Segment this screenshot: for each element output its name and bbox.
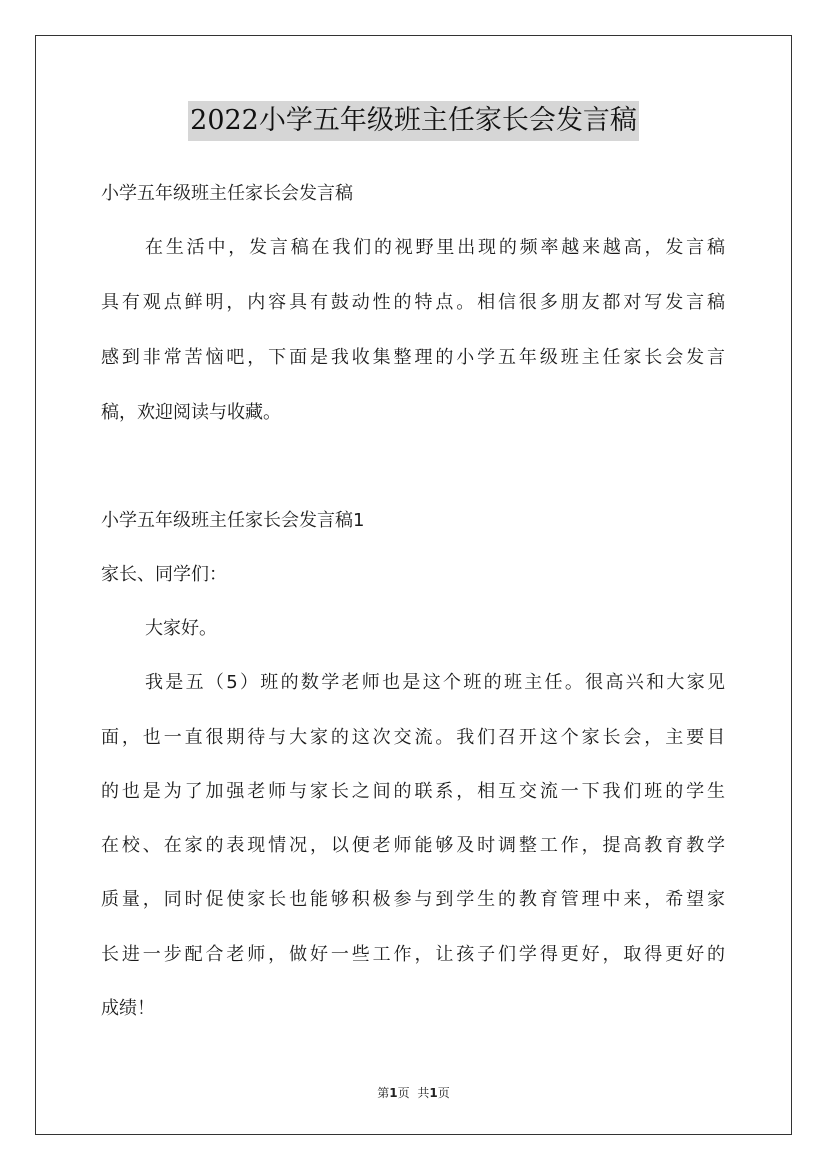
body-line: 长进一步配合老师，做好一些工作，让孩子们学得更好，取得更好的 <box>101 944 725 965</box>
document-subtitle: 小学五年级班主任家长会发言稿 <box>101 183 353 204</box>
body-line: 在校、在家的表现情况，以便老师能够及时调整工作，提高教育教学 <box>101 835 725 856</box>
body-line: 的也是为了加强老师与家长之间的联系，相互交流一下我们班的学生 <box>101 781 725 802</box>
body-line: 我是五（5）班的数学老师也是这个班的班主任。很高兴和大家见 <box>145 672 725 693</box>
intro-line: 感到非常苦恼吧，下面是我收集整理的小学五年级班主任家长会发言 <box>101 347 725 368</box>
footer-total-prefix: 共 <box>417 1086 430 1100</box>
footer-page-suffix: 页 <box>397 1086 410 1100</box>
body-line: 面，也一直很期待与大家的这次交流。我们召开这个家长会，主要目 <box>101 727 725 748</box>
page-footer <box>0 1085 827 1101</box>
footer-total-number: 1 <box>429 1086 438 1100</box>
section-heading: 小学五年级班主任家长会发言稿1 <box>101 510 365 531</box>
body-line: 质量，同时促使家长也能够积极参与到学生的教育管理中来，希望家 <box>101 889 725 910</box>
page-title: 2022小学五年级班主任家长会发言稿 <box>188 101 639 141</box>
intro-line: 在生活中，发言稿在我们的视野里出现的频率越来越高，发言稿 <box>145 237 725 258</box>
greeting: 大家好。 <box>145 618 217 639</box>
intro-line: 具有观点鲜明，内容具有鼓动性的特点。相信很多朋友都对写发言稿 <box>101 292 725 313</box>
body-line: 成绩！ <box>101 998 155 1019</box>
title-container <box>0 101 827 141</box>
footer-page-number: 1 <box>389 1086 398 1100</box>
footer-page-prefix: 第 <box>377 1086 390 1100</box>
salutation: 家长、同学们： <box>101 564 227 585</box>
footer-total-suffix: 页 <box>437 1086 450 1100</box>
intro-line: 稿，欢迎阅读与收藏。 <box>101 402 281 423</box>
